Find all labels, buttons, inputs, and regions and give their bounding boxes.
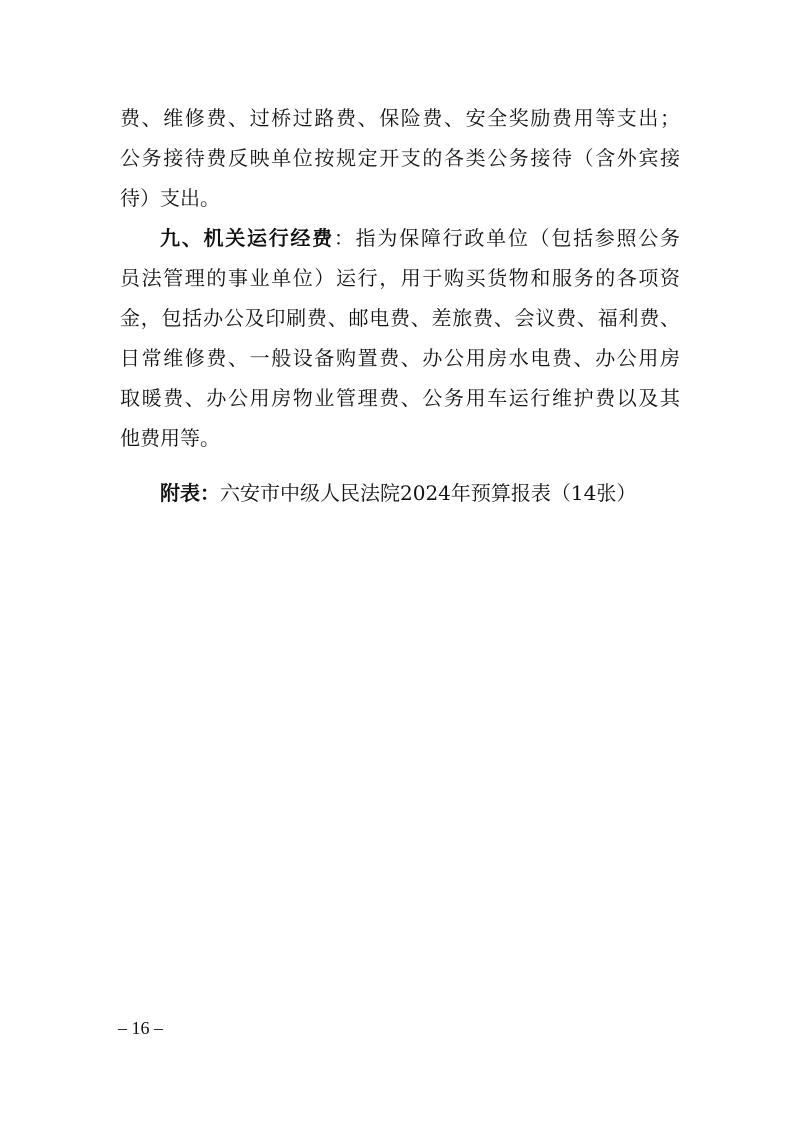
paragraph-line: 日常维修费、一般设备购置费、办公用房水电费、办公用房 [120,346,680,370]
heading-colon: ： [333,226,356,250]
section-nine-first-line [160,218,680,258]
section-heading: 九、机关运行经费 [160,226,334,250]
paragraph-line: 费、维修费、过桥过路费、保险费、安全奖励费用等支出； [120,106,680,130]
paragraph-line: 待）支出。 [120,186,220,210]
page-number: – 16 – [118,1018,163,1038]
paragraph-line: 公务接待费反映单位按规定开支的各类公务接待（含外宾接 [120,146,680,170]
paragraph-line: 他费用等。 [120,426,220,450]
section-text: 指为保障行政单位（包括参照公务 [355,226,681,250]
attachment-note [160,473,636,513]
paragraph-line: 取暖费、办公用房物业管理费、公务用车运行维护费以及其 [120,386,680,410]
paragraph-line: 金，包括办公及印刷费、邮电费、差旅费、会议费、福利费、 [120,306,680,330]
attachment-text: 六安市中级人民法院2024年预算报表（14张） [220,481,637,505]
attachment-label: 附表： [160,481,220,505]
paragraph-line: 员法管理的事业单位）运行，用于购买货物和服务的各项资 [120,266,680,290]
